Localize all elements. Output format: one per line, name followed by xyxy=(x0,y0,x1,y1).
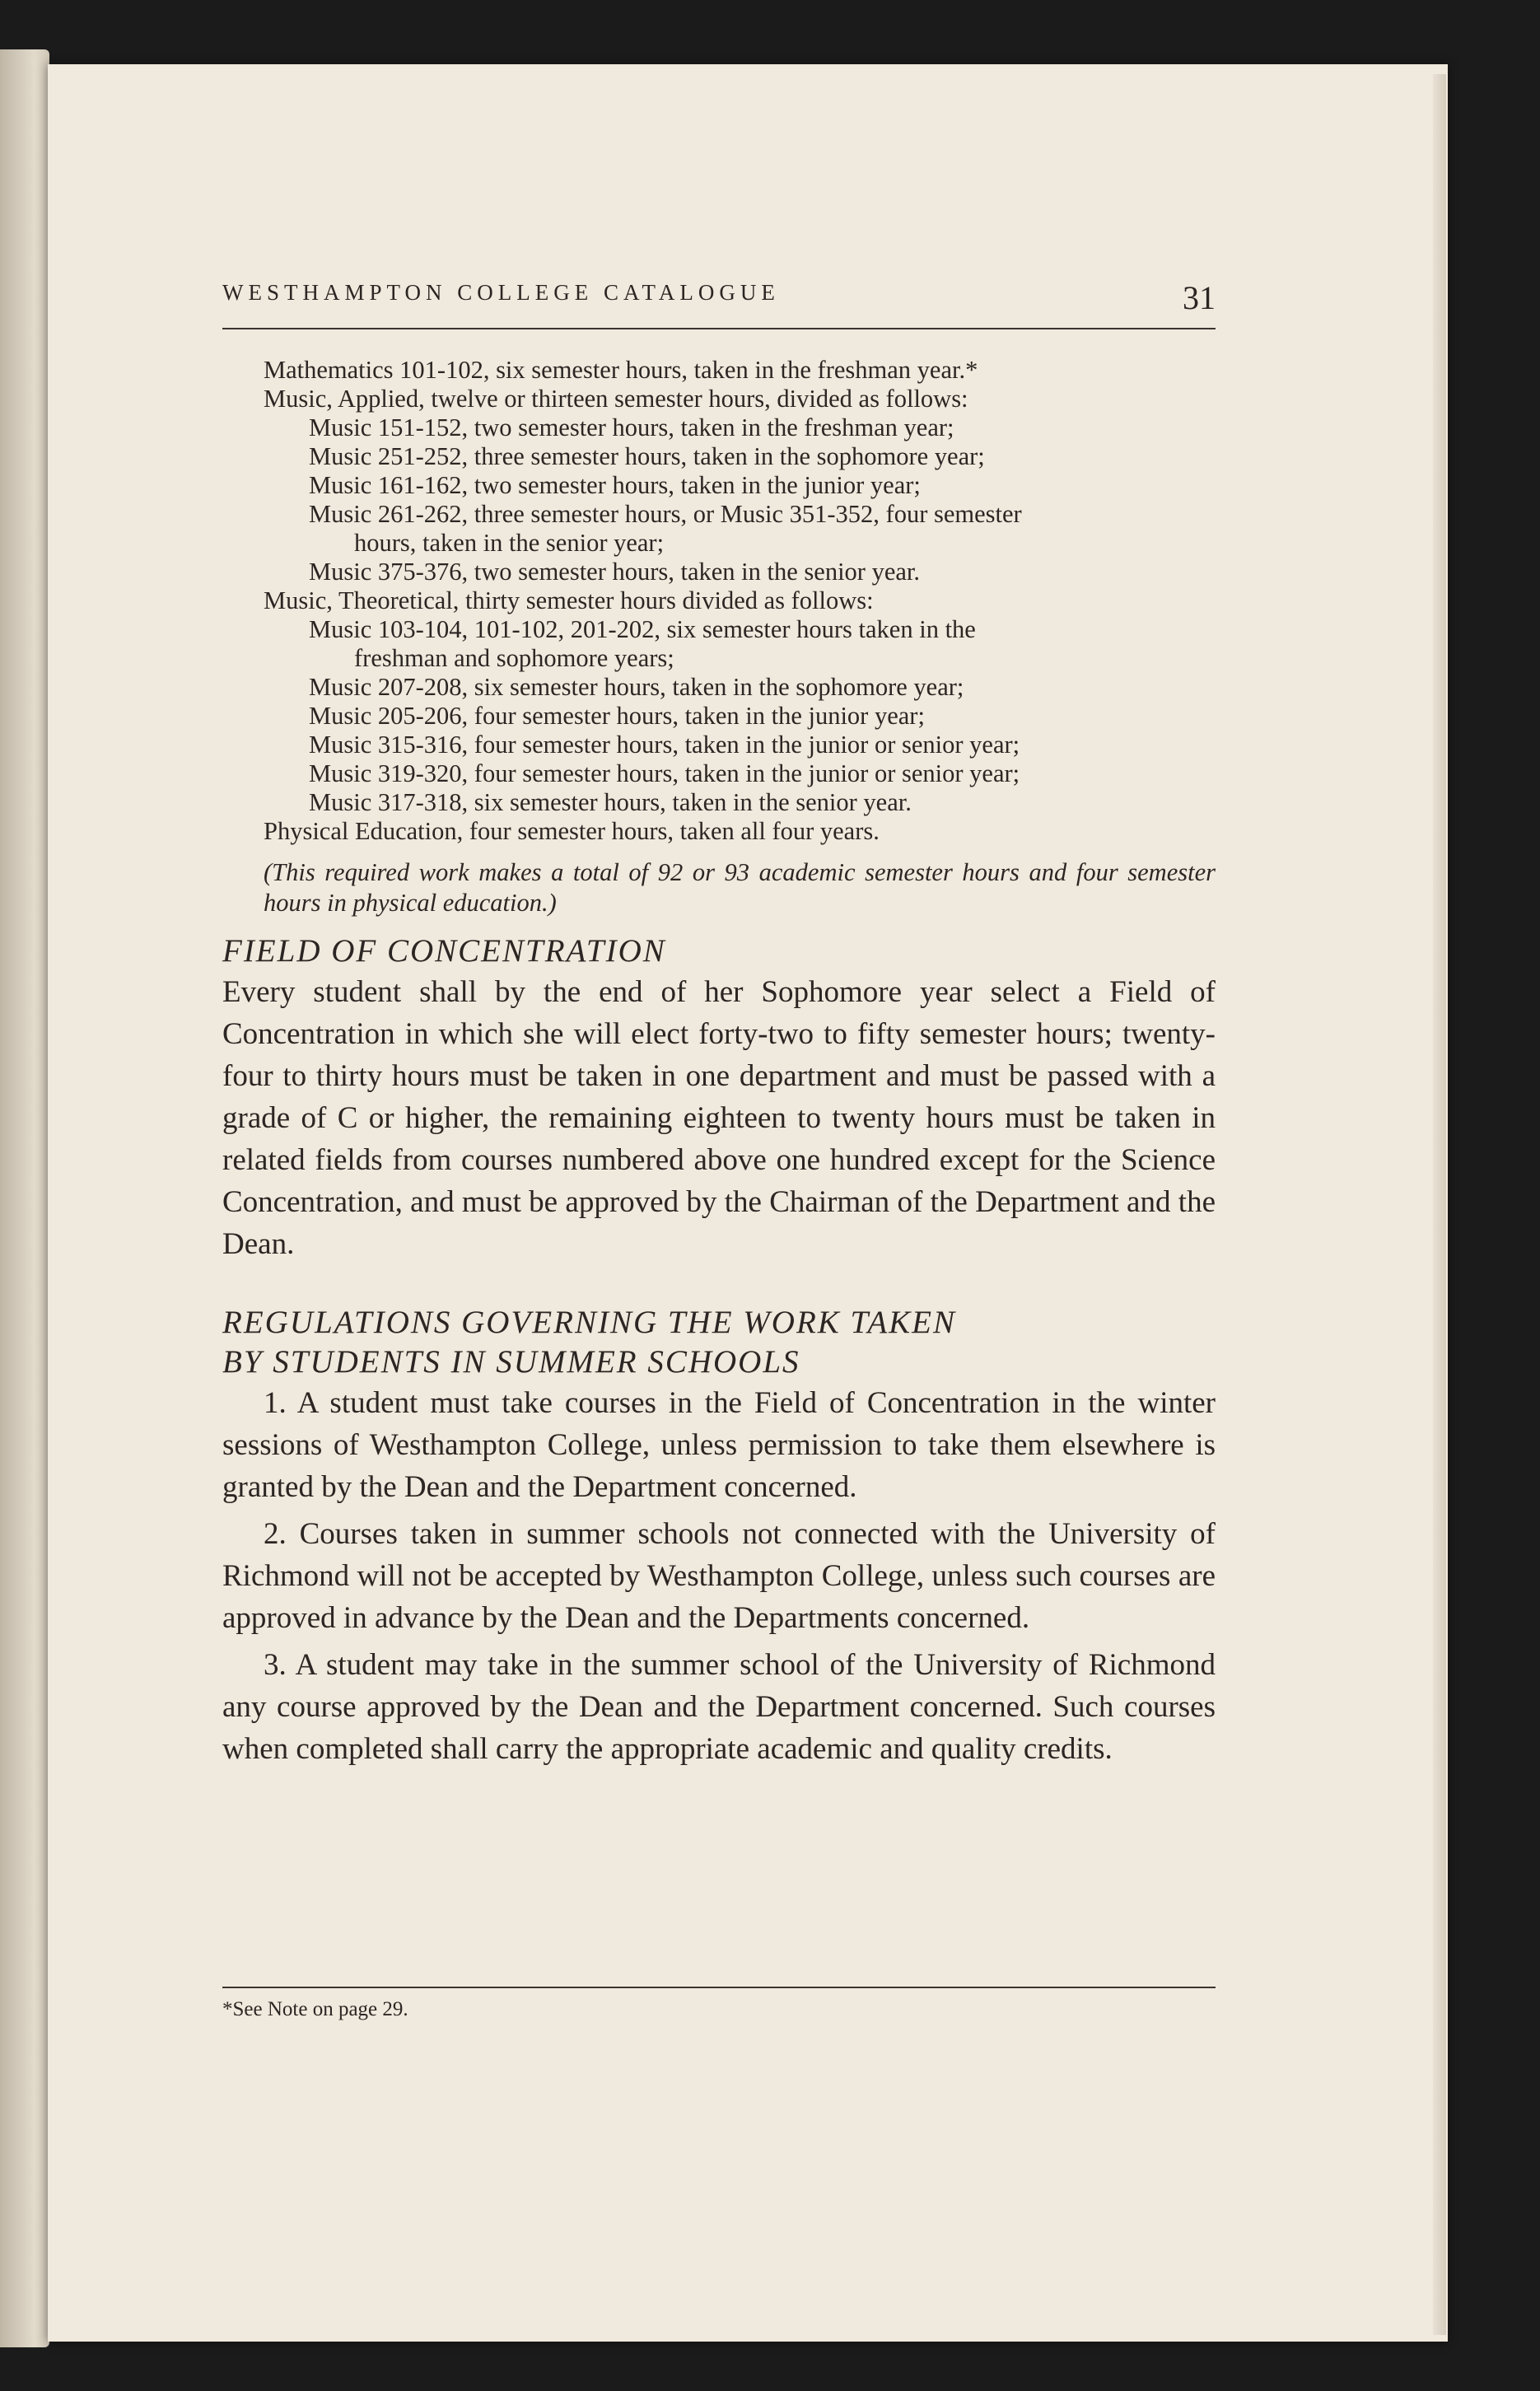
running-head xyxy=(222,278,1216,329)
requirement-line: Music, Applied, twelve or thirteen semester hours, divided as follows: xyxy=(264,385,968,413)
requirement-line: hours, taken in the senior year; xyxy=(354,529,665,557)
footnote-divider xyxy=(222,1987,1216,1988)
summer-rule-1: 1. A student must take courses in the Field of Concentration in the winter sessions of Westhampton College, unless permission to take them elsewhere is granted by the Dean and the Department concerned. xyxy=(222,1386,1216,1504)
summer-rule-2: 2. Courses taken in summer schools not connected with the University of Richmond will not be accepted by Westhampton College, unless such courses are approved in advance by the Dean and the Departments concerned. xyxy=(222,1517,1216,1635)
requirement-line: Music 317-318, six semester hours, taken in the senior year. xyxy=(309,788,912,816)
requirement-line: Music 319-320, four semester hours, taken in the junior or senior year; xyxy=(309,759,1020,787)
requirement-line: Music 207-208, six semester hours, taken in the sophomore year; xyxy=(309,673,964,701)
footnote: *See Note on page 29. xyxy=(222,1998,408,2020)
field-of-concentration-heading: FIELD OF CONCENTRATION xyxy=(222,933,666,969)
page-number: 31 xyxy=(1183,279,1216,316)
summer-rule-3: 3. A student may take in the summer school of the University of Richmond any course approved by the Dean and the Department concerned. Such courses when completed shall carry the appropriate academic and quality credits. xyxy=(222,1648,1216,1766)
requirements-list xyxy=(264,356,1216,846)
requirement-line: freshman and sophomore years; xyxy=(354,644,674,672)
requirement-line: Music 205-206, four semester hours, taken in the junior year; xyxy=(309,702,925,730)
field-of-concentration-body: Every student shall by the end of her Sophomore year select a Field of Concentration in which she will elect forty-two to fifty semester hours; twenty-four to thirty hours must be taken in one department and must be passed with a grade of C or higher, the remaining eighteen to twenty hours must be taken in related fields from courses numbered above one hundred except for the Science Concentration, and must be approved by the Chairman of the Department and the Dean. xyxy=(222,975,1216,1261)
requirement-line: Mathematics 101-102, six semester hours, taken in the freshman year.* xyxy=(264,356,978,384)
requirement-line: Music 103-104, 101-102, 201-202, six semester hours taken in the xyxy=(309,615,976,643)
requirement-line: Physical Education, four semester hours, taken all four years. xyxy=(264,817,880,845)
page-stack-edge xyxy=(1433,74,1446,2335)
requirement-line: Music 261-262, three semester hours, or Music 351-352, four semester xyxy=(309,500,1022,528)
requirement-line: Music 251-252, three semester hours, taken in the sophomore year; xyxy=(309,442,985,470)
requirement-line: Music 161-162, two semester hours, taken in the junior year; xyxy=(309,471,921,499)
requirement-line: Music, Theoretical, thirty semester hours divided as follows: xyxy=(264,586,874,614)
page-content xyxy=(222,356,1216,1770)
requirement-line: Music 375-376, two semester hours, taken in the senior year. xyxy=(309,558,921,586)
facing-page-edge xyxy=(0,49,49,2347)
summer-schools-heading-line1: REGULATIONS GOVERNING THE WORK TAKEN xyxy=(222,1305,956,1340)
summer-schools-heading-line2: BY STUDENTS IN SUMMER SCHOOLS xyxy=(222,1344,800,1380)
running-title: WESTHAMPTON COLLEGE CATALOGUE xyxy=(222,280,780,305)
requirement-line: Music 315-316, four semester hours, taken in the junior or senior year; xyxy=(309,731,1020,759)
total-hours-note: (This required work makes a total of 92 or 93 academic semester hours and four semester hours in physical education.) xyxy=(264,858,1216,917)
requirement-line: Music 151-152, two semester hours, taken in the freshman year; xyxy=(309,413,954,441)
